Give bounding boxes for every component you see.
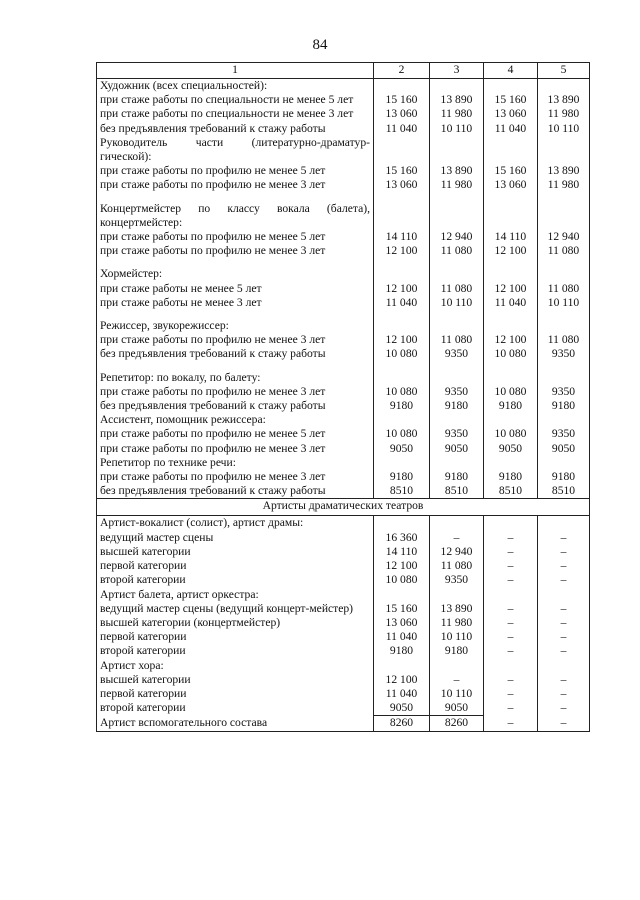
- table-row: [97, 385, 590, 399]
- row-label: при стаже работы по профилю не менее 3 лет: [97, 244, 374, 258]
- group-heading: Художник (всех специальностей):: [97, 79, 374, 94]
- value-cell: 9350: [538, 347, 590, 361]
- value-cell: –: [538, 630, 590, 644]
- value-cell: 14 110: [374, 230, 430, 244]
- value-cell: 13 890: [538, 164, 590, 178]
- salary-table: [96, 62, 590, 732]
- value-cell: 9350: [430, 385, 484, 399]
- table-row: [97, 79, 590, 94]
- value-cell: –: [538, 687, 590, 701]
- value-cell: –: [538, 545, 590, 559]
- row-label: при стаже работы не менее 3 лет: [97, 296, 374, 310]
- table-row: [97, 456, 590, 470]
- value-cell: 10 080: [484, 385, 538, 399]
- table-header-row: [97, 63, 590, 79]
- value-cell: 14 110: [484, 230, 538, 244]
- value-cell: 9180: [374, 399, 430, 413]
- value-cell: 12 100: [374, 559, 430, 573]
- value-cell: 13 060: [484, 178, 538, 192]
- value-cell: 11 040: [374, 122, 430, 136]
- value-cell: 13 890: [538, 93, 590, 107]
- value-cell: 8510: [538, 484, 590, 499]
- table-row: [97, 545, 590, 559]
- value-cell: 12 940: [430, 230, 484, 244]
- value-cell: 12 100: [484, 333, 538, 347]
- table-row: [97, 616, 590, 630]
- table-row: [97, 687, 590, 701]
- row-label: при стаже работы по профилю не менее 5 лет: [97, 427, 374, 441]
- value-cell: 9050: [430, 701, 484, 716]
- value-cell: 10 080: [484, 347, 538, 361]
- section-title: Артисты драматических театров: [97, 499, 590, 516]
- table-row: [97, 202, 590, 230]
- value-cell: 10 080: [374, 427, 430, 441]
- row-label: без предъявления требований к стажу работы: [97, 484, 374, 499]
- value-cell: 11 980: [430, 107, 484, 121]
- value-cell: 13 060: [374, 178, 430, 192]
- value-cell: 10 080: [374, 347, 430, 361]
- value-cell: 11 080: [430, 244, 484, 258]
- group-heading: Ассистент, помощник режиссера:: [97, 413, 374, 427]
- value-cell: 10 110: [430, 122, 484, 136]
- value-cell: 8510: [484, 484, 538, 499]
- table-row: [97, 296, 590, 310]
- value-cell: 15 160: [374, 602, 430, 616]
- page-number: 84: [312, 37, 328, 53]
- column-header: 2: [374, 63, 430, 79]
- value-cell: 9180: [538, 470, 590, 484]
- table-row: [97, 136, 590, 164]
- value-cell: 11 980: [430, 616, 484, 630]
- value-cell: 10 110: [430, 296, 484, 310]
- value-cell: 11 080: [538, 333, 590, 347]
- table-row: [97, 716, 590, 731]
- value-cell: –: [484, 716, 538, 731]
- value-cell: –: [538, 573, 590, 587]
- table-row: [97, 371, 590, 385]
- value-cell: –: [430, 673, 484, 687]
- row-label: первой категории: [97, 559, 374, 573]
- value-cell: –: [538, 559, 590, 573]
- value-cell: 9050: [374, 442, 430, 456]
- value-cell: 9180: [430, 399, 484, 413]
- value-cell: 8260: [374, 716, 430, 731]
- value-cell: 9180: [374, 470, 430, 484]
- value-cell: –: [484, 630, 538, 644]
- value-cell: 9350: [430, 427, 484, 441]
- value-cell: 12 100: [374, 673, 430, 687]
- group-heading: Артист хора:: [97, 659, 374, 673]
- table-row: [97, 484, 590, 499]
- value-cell: 9180: [374, 644, 430, 658]
- table-row: [97, 122, 590, 136]
- value-cell: 15 160: [374, 93, 430, 107]
- value-cell: 16 360: [374, 531, 430, 545]
- value-cell: 11 040: [374, 630, 430, 644]
- value-cell: 9350: [538, 427, 590, 441]
- row-label: при стаже работы не менее 5 лет: [97, 282, 374, 296]
- column-header: 5: [538, 63, 590, 79]
- table-row: [97, 244, 590, 258]
- row-label: высшей категории: [97, 673, 374, 687]
- table-row: [97, 427, 590, 441]
- row-label: Артист вспомогательного состава: [97, 716, 374, 731]
- row-label: без предъявления требований к стажу работы: [97, 347, 374, 361]
- value-cell: –: [538, 602, 590, 616]
- value-cell: 8510: [374, 484, 430, 499]
- value-cell: –: [484, 545, 538, 559]
- value-cell: 9050: [374, 701, 430, 716]
- value-cell: 10 110: [538, 296, 590, 310]
- value-cell: 9350: [538, 385, 590, 399]
- row-label: первой категории: [97, 687, 374, 701]
- row-label: при стаже работы по специальности не менее 3 лет: [97, 107, 374, 121]
- row-label: при стаже работы по профилю не менее 3 лет: [97, 442, 374, 456]
- value-cell: 11 040: [374, 687, 430, 701]
- row-label: второй категории: [97, 701, 374, 716]
- value-cell: –: [538, 616, 590, 630]
- table-row: [97, 588, 590, 602]
- row-label: без предъявления требований к стажу работы: [97, 122, 374, 136]
- table-row: [97, 573, 590, 587]
- value-cell: 11 980: [430, 178, 484, 192]
- table-row: [97, 178, 590, 192]
- row-label: первой категории: [97, 630, 374, 644]
- table-row: [97, 230, 590, 244]
- table-row: [97, 516, 590, 531]
- value-cell: 12 100: [484, 244, 538, 258]
- value-cell: 9180: [430, 470, 484, 484]
- group-heading: Руководитель части (литературно-драматур-гической):: [97, 136, 374, 164]
- value-cell: 9350: [430, 347, 484, 361]
- value-cell: 11 080: [430, 282, 484, 296]
- value-cell: –: [484, 559, 538, 573]
- column-header: 1: [97, 63, 374, 79]
- table-row: [97, 93, 590, 107]
- table-row: [97, 644, 590, 658]
- value-cell: 9180: [484, 470, 538, 484]
- value-cell: 10 110: [430, 687, 484, 701]
- table-row: [97, 164, 590, 178]
- value-cell: 10 110: [430, 630, 484, 644]
- table-row: [97, 531, 590, 545]
- group-heading: Концертмейстер по классу вокала (балета), концертмейстер:: [97, 202, 374, 230]
- value-cell: 13 060: [374, 107, 430, 121]
- value-cell: –: [430, 531, 484, 545]
- value-cell: –: [484, 701, 538, 716]
- value-cell: 11 080: [538, 244, 590, 258]
- value-cell: 13 060: [374, 616, 430, 630]
- group-heading: Артист балета, артист оркестра:: [97, 588, 374, 602]
- value-cell: 9050: [484, 442, 538, 456]
- row-label: при стаже работы по профилю не менее 5 лет: [97, 164, 374, 178]
- value-cell: 9180: [430, 644, 484, 658]
- table-row: [97, 659, 590, 673]
- table-row: [97, 701, 590, 716]
- value-cell: –: [484, 616, 538, 630]
- value-cell: 12 100: [484, 282, 538, 296]
- row-label: при стаже работы по специальности не менее 5 лет: [97, 93, 374, 107]
- value-cell: 11 040: [484, 296, 538, 310]
- row-label: без предъявления требований к стажу работы: [97, 399, 374, 413]
- table-row: [97, 333, 590, 347]
- table-row: [97, 267, 590, 281]
- value-cell: 11 080: [538, 282, 590, 296]
- row-label: при стаже работы по профилю не менее 3 лет: [97, 470, 374, 484]
- value-cell: 12 100: [374, 282, 430, 296]
- row-label: высшей категории (концертмейстер): [97, 616, 374, 630]
- group-heading: Репетитор по технике речи:: [97, 456, 374, 470]
- value-cell: –: [484, 573, 538, 587]
- table-row: [97, 630, 590, 644]
- value-cell: 12 940: [430, 545, 484, 559]
- table-row: [97, 559, 590, 573]
- value-cell: –: [484, 673, 538, 687]
- table-row: [97, 347, 590, 361]
- table-row: [97, 413, 590, 427]
- value-cell: 9180: [538, 399, 590, 413]
- table-row: [97, 399, 590, 413]
- table-row: [97, 107, 590, 121]
- value-cell: 11 080: [430, 559, 484, 573]
- value-cell: 15 160: [374, 164, 430, 178]
- table-row: [97, 602, 590, 616]
- table-row: [97, 470, 590, 484]
- value-cell: 10 080: [374, 385, 430, 399]
- table-row: [97, 282, 590, 296]
- section-header-row: [97, 499, 590, 516]
- group-heading: Репетитор: по вокалу, по балету:: [97, 371, 374, 385]
- value-cell: –: [484, 531, 538, 545]
- row-label: высшей категории: [97, 545, 374, 559]
- value-cell: 10 110: [538, 122, 590, 136]
- row-label: второй категории: [97, 644, 374, 658]
- group-heading: Режиссер, звукорежиссер:: [97, 319, 374, 333]
- value-cell: 15 160: [484, 164, 538, 178]
- row-label: второй категории: [97, 573, 374, 587]
- value-cell: 12 100: [374, 244, 430, 258]
- value-cell: –: [484, 644, 538, 658]
- column-header: 3: [430, 63, 484, 79]
- value-cell: 8510: [430, 484, 484, 499]
- row-label: при стаже работы по профилю не менее 3 лет: [97, 333, 374, 347]
- value-cell: –: [538, 644, 590, 658]
- value-cell: 11 080: [430, 333, 484, 347]
- group-heading: Хормейстер:: [97, 267, 374, 281]
- value-cell: 9180: [484, 399, 538, 413]
- column-header: 4: [484, 63, 538, 79]
- row-label: при стаже работы по профилю не менее 5 лет: [97, 230, 374, 244]
- value-cell: 8260: [430, 716, 484, 731]
- value-cell: 13 890: [430, 164, 484, 178]
- value-cell: –: [538, 531, 590, 545]
- value-cell: –: [538, 716, 590, 731]
- row-label: при стаже работы по профилю не менее 3 лет: [97, 385, 374, 399]
- value-cell: 9050: [538, 442, 590, 456]
- value-cell: –: [484, 602, 538, 616]
- row-label: при стаже работы по профилю не менее 3 лет: [97, 178, 374, 192]
- value-cell: 11 040: [484, 122, 538, 136]
- value-cell: 12 100: [374, 333, 430, 347]
- value-cell: 10 080: [374, 573, 430, 587]
- value-cell: 13 890: [430, 602, 484, 616]
- value-cell: 9050: [430, 442, 484, 456]
- group-heading: Артист-вокалист (солист), артист драмы:: [97, 516, 374, 531]
- table-row: [97, 673, 590, 687]
- row-label: ведущий мастер сцены: [97, 531, 374, 545]
- value-cell: –: [538, 701, 590, 716]
- value-cell: 10 080: [484, 427, 538, 441]
- value-cell: 13 890: [430, 93, 484, 107]
- value-cell: 11 980: [538, 107, 590, 121]
- value-cell: –: [484, 687, 538, 701]
- value-cell: –: [538, 673, 590, 687]
- value-cell: 15 160: [484, 93, 538, 107]
- value-cell: 9350: [430, 573, 484, 587]
- value-cell: 11 040: [374, 296, 430, 310]
- value-cell: 13 060: [484, 107, 538, 121]
- row-label: ведущий мастер сцены (ведущий концерт-мейстер): [97, 602, 374, 616]
- value-cell: 12 940: [538, 230, 590, 244]
- table-row: [97, 442, 590, 456]
- table-row: [97, 319, 590, 333]
- value-cell: 14 110: [374, 545, 430, 559]
- value-cell: 11 980: [538, 178, 590, 192]
